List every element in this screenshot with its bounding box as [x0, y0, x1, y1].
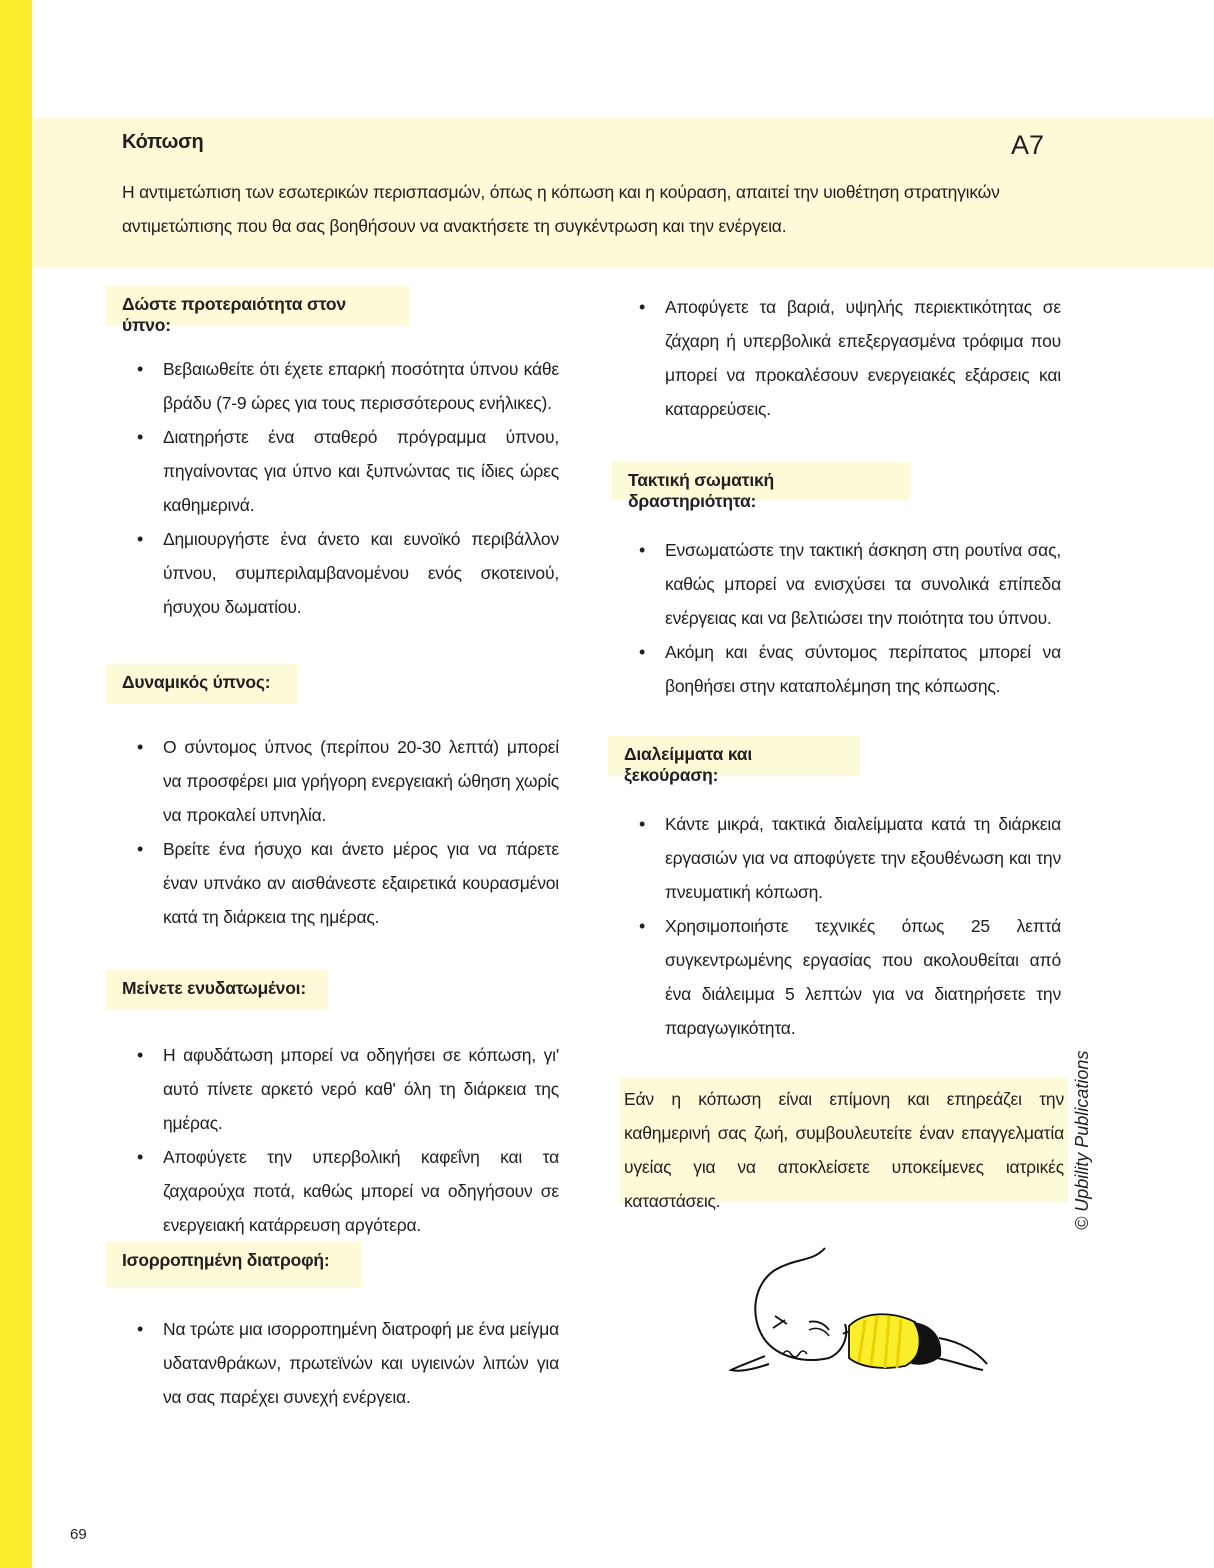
list-diet [137, 1312, 559, 1414]
list-breaks [639, 807, 1061, 1045]
heading-exercise: Τακτική σωματική δραστηριότητα: [612, 462, 910, 500]
list-item: • Ο σύντομος ύπνος (περίπου 20-30 λεπτά) μπορεί να προσφέρει μια γρήγορη ενεργειακή ώθηση χωρίς να προκαλεί υπνηλία. [137, 730, 559, 832]
heading-sleep: Δώστε προτεραιότητα στον ύπνο: [106, 286, 410, 326]
list-item: • Κάντε μικρά, τακτικά διαλείμματα κατά τη διάρκεια εργασιών για να αποφύγετε την εξουθένωση και την πνευματική κόπωση. [639, 807, 1061, 909]
list-item: • Βεβαιωθείτε ότι έχετε επαρκή ποσότητα ύπνου κάθε βράδυ (7-9 ώρες για τους περισσότερους ενήλικες). [137, 352, 559, 420]
list-item: • Δημιουργήστε ένα άνετο και ευνοϊκό περιβάλλον ύπνου, συμπεριλαμβανομένου ενός σκοτεινού, ήσυχου δωματίου. [137, 522, 559, 624]
medical-note: Εάν η κόπωση είναι επίμονη και επηρεάζει την καθημερινή σας ζωή, συμβουλευτείτε έναν επαγγελματία υγείας για να αποκλείσετε υποκείμενες ιατρικές καταστάσεις. [620, 1078, 1068, 1202]
activity-code: A7 [1011, 130, 1045, 160]
list-diet-continued [639, 290, 1061, 426]
list-nap [137, 730, 559, 934]
page-title: Κόπωση [122, 131, 204, 153]
page-number: 69 [70, 1526, 87, 1543]
list-item: • Αποφύγετε τα βαριά, υψηλής περιεκτικότητας σε ζάχαρη ή υπερβολικά επεξεργασμένα τρόφιμα που μπορεί να προκαλέσουν ενεργειακές εξάρσεις και καταρρεύσεις. [639, 290, 1061, 426]
list-sleep [137, 352, 559, 624]
list-exercise [639, 533, 1061, 703]
list-item: • Βρείτε ένα ήσυχο και άνετο μέρος για να πάρετε έναν υπνάκο αν αισθάνεστε εξαιρετικά κουρασμένοι κατά τη διάρκεια της ημέρας. [137, 832, 559, 934]
list-item: • Διατηρήστε ένα σταθερό πρόγραμμα ύπνου, πηγαίνοντας για ύπνο και ξυπνώντας τις ίδιες ώρες καθημερινά. [137, 420, 559, 522]
heading-breaks: Διαλείμματα και ξεκούραση: [608, 736, 860, 776]
heading-diet: Ισορροπημένη διατροφή: [106, 1242, 362, 1288]
list-hydration [137, 1038, 559, 1242]
list-item: • Ακόμη και ένας σύντομος περίπατος μπορεί να βοηθήσει στην καταπολέμηση της κόπωσης. [639, 635, 1061, 703]
list-item: • Χρησιμοποιήστε τεχνικές όπως 25 λεπτά συγκεντρωμένης εργασίας που ακολουθείται από ένα διάλειμμα 5 λεπτών για να διατηρήσετε την παραγωγικότητα. [639, 909, 1061, 1045]
intro-paragraph: Η αντιμετώπιση των εσωτερικών περισπασμών, όπως η κόπωση και η κούραση, απαιτεί την υιοθέτηση στρατηγικών αντιμετώπισης που θα σας βοηθήσουν να ανακτήσετε τη συγκέντρωση και την ενέργεια. [122, 182, 1000, 236]
heading-nap: Δυναμικός ύπνος: [106, 664, 298, 704]
list-item: • Να τρώτε μια ισορροπημένη διατροφή με ένα μείγμα υδατανθράκων, πρωτεϊνών και υγιεινών λιπών για να σας παρέχει συνεχή ενέργεια. [137, 1312, 559, 1414]
list-item: • Αποφύγετε την υπερβολική καφεΐνη και τα ζαχαρούχα ποτά, καθώς μπορεί να οδηγήσουν σε ενεργειακή κατάρρευση αργότερα. [137, 1140, 559, 1242]
copyright-text: © Upbility Publications [1072, 1050, 1092, 1230]
heading-hydration: Μείνετε ενυδατωμένοι: [106, 970, 328, 1010]
tired-child-lying-icon [725, 1240, 1015, 1390]
list-item: • Η αφυδάτωση μπορεί να οδηγήσει σε κόπωση, γι' αυτό πίνετε αρκετό νερό καθ' όλη τη διάρκεια της ημέρας. [137, 1038, 559, 1140]
yellow-side-bar [0, 0, 32, 1568]
list-item: • Ενσωματώστε την τακτική άσκηση στη ρουτίνα σας, καθώς μπορεί να ενισχύσει τα συνολικά επίπεδα ενέργειας και να βελτιώσει την ποιότητα του ύπνου. [639, 533, 1061, 635]
